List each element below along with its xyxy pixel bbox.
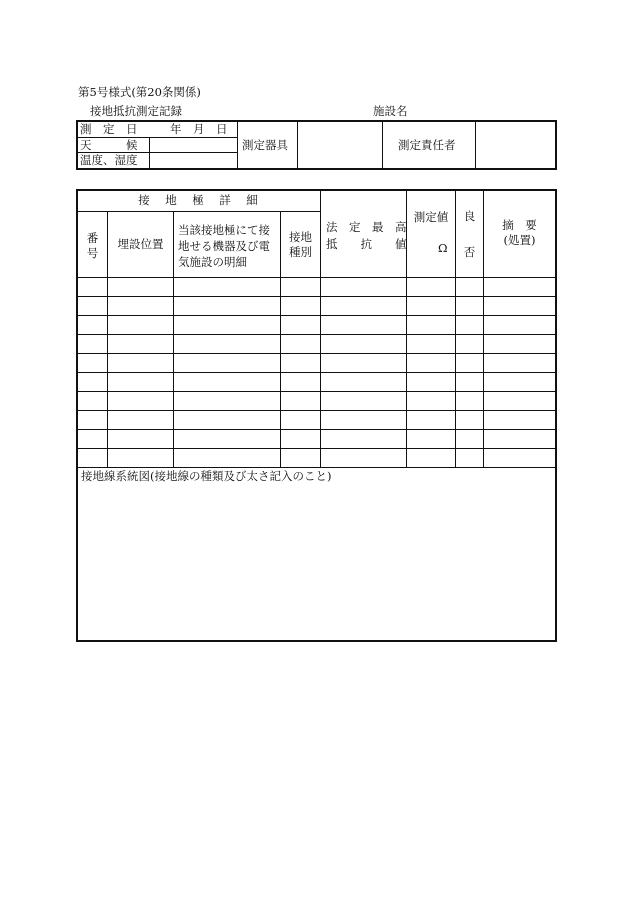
- facility-label: 施設名: [373, 104, 408, 118]
- grounding-diagram-label: 接地線系統図(接地線の種類及び太さ記入のこと): [81, 469, 332, 483]
- electrode-detail-header: 接 地 極 詳 細: [138, 193, 260, 207]
- col-number: 番 号: [86, 231, 99, 260]
- col-measured-unit: Ω: [438, 241, 448, 255]
- row-divider: [77, 296, 556, 297]
- measure-date-label: 測 定 日: [80, 122, 138, 136]
- row-divider: [77, 315, 556, 316]
- temp-humidity-label: 温度、湿度: [80, 153, 138, 167]
- form-number: 第5号様式(第20条関係): [78, 85, 201, 99]
- col-pass-bottom: 否: [463, 245, 476, 259]
- col-equipment: 当該接地極にて接 地せる機器及び電 気施設の明細: [178, 223, 270, 269]
- record-title: 接地抵抗測定記録: [90, 104, 182, 118]
- measure-date-value: 年 月 日: [170, 122, 228, 136]
- col-location: 埋設位置: [117, 237, 164, 251]
- row-divider: [77, 353, 556, 354]
- responsible-label: 測定責任者: [398, 138, 456, 152]
- row-divider: [77, 391, 556, 392]
- row-divider: [77, 448, 556, 449]
- col-legal-max: 法 定 最 高 抵 抗 値: [326, 220, 407, 251]
- col-ground-type: 接地 種別: [289, 230, 312, 259]
- col-measured: 測定値: [413, 210, 449, 224]
- row-divider: [77, 372, 556, 373]
- col-remarks: 摘 要 (処置): [502, 218, 537, 247]
- grounding-diagram-area[interactable]: [78, 486, 555, 640]
- instrument-label: 測定器具: [242, 138, 288, 152]
- row-divider: [77, 429, 556, 430]
- weather-label: 天 候: [80, 138, 138, 152]
- row-divider: [77, 334, 556, 335]
- col-pass-top: 良: [463, 209, 476, 223]
- row-divider: [77, 410, 556, 411]
